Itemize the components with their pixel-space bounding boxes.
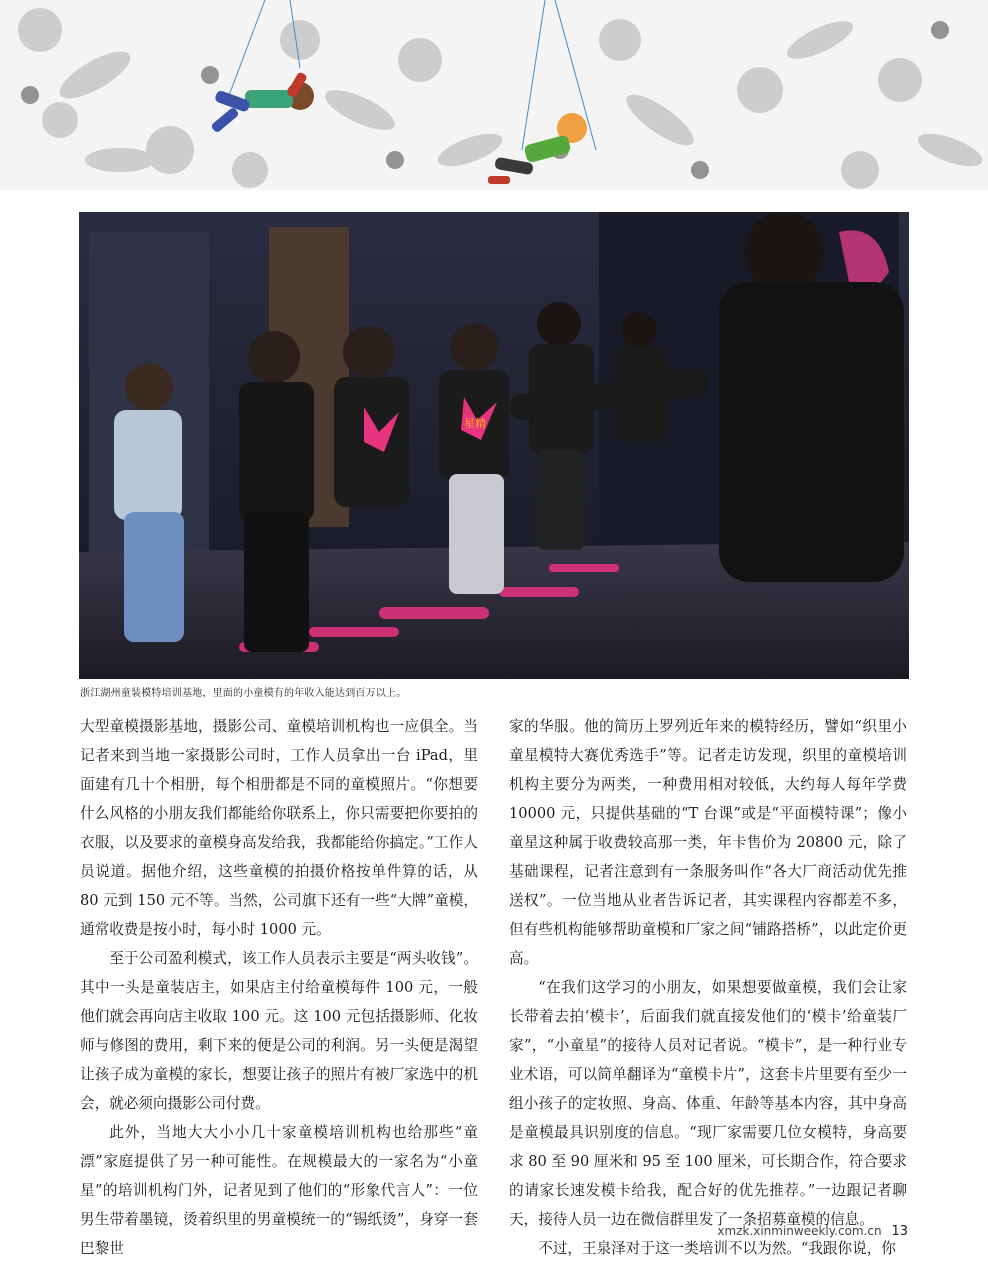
article-left-column <box>80 712 478 1263</box>
puppet-child-1 <box>210 71 314 133</box>
header-illustration <box>0 0 988 190</box>
runway-photo <box>79 212 909 679</box>
right-paragraph-2: “在我们这学习的小朋友，如果想要做童模，我们会让家长带着去拍‘模卡’，后面我们就直接发他们的‘模卡’给童装厂家”，“小童星”的接待人员对记者说。“模卡”，是一种行业专业术语，可以简单翻译为“童模卡片”，这套卡片里要有至少一组小孩子的定妆照、身高、体重、年龄等基本内容，其中身高是童模最具识别度的信息。“现厂家需要几位女模特，身高要求 80 至 90 厘米和 95 至 100 厘米，可长期合作，符合要求的请家长速发模卡给我，配合好的优先推荐。”一边跟记者聊天，接待人员一边在微信群里发了一条招募童模的信息。 <box>509 979 907 1228</box>
left-paragraph-3: 此外，当地大大小小几十家童模培训机构也给那些“童漂”家庭提供了另一种可能性。在规模最大的一家名为“小童星”的培训机构门外，记者见到了他们的“形象代言人”：一位男生带着墨镜，烫着织里的男童模统一的“锡纸烫”，身穿一套巴黎世 <box>80 1124 478 1257</box>
shirt-logo-text: 星精 <box>464 417 486 430</box>
right-paragraph-1: 家的华服。他的简历上罗列近年来的模特经历，譬如“织里小童星模特大赛优秀选手”等。记者走访发现，织里的童模培训机构主要分为两类，一种费用相对较低，大约每人每年学费 10000 元，只提供基础的“T 台课”或是“平面模特课”；像小童星这种属于收费较高那一类，年卡售价为 20800 元，除了基础课程，记者注意到有一条服务叫作“各大厂商活动优先推送权”。一位当地从业者告诉记者，其实课程内容都差不多，但有些机构能够帮助童模和厂家之间“铺路搭桥”，以此定价更高。 <box>509 718 907 967</box>
article-right-column <box>509 712 907 1263</box>
puppet-child-2 <box>488 113 587 184</box>
left-paragraph-1: 大型童模摄影基地，摄影公司、童模培训机构也一应俱全。当记者来到当地一家摄影公司时，工作人员拿出一台 iPad，里面建有几十个相册，每个相册都是不同的童模照片。“你想要什么风格的小朋友我们都能给你联系上，你只需要把你要拍的衣服，以及要求的童模身高发给我，我都能给你搞定。”工作人员说道。据他介绍，这些童模的拍摄价格按单件算的话，从 80 元到 150 元不等。当然，公司旗下还有一些“大牌”童模，通常收费是按小时，每小时 1000 元。 <box>80 718 478 938</box>
children-runway-scene <box>79 212 909 679</box>
page-footer <box>717 1224 908 1239</box>
photo-caption: 浙江湖州童装模特培训基地，里面的小童模有的年收入能达到百万以上。 <box>80 688 407 699</box>
website-url[interactable]: xmzk.xinminweekly.com.cn <box>717 1224 882 1238</box>
page-number: 13 <box>891 1224 908 1239</box>
right-paragraph-3: 不过，王泉泽对于这一类培训不以为然。“我跟你说，你 <box>538 1240 896 1257</box>
cartoon-children-pattern <box>0 0 988 190</box>
left-paragraph-2: 至于公司盈利模式，该工作人员表示主要是“两头收钱”。其中一头是童装店主，如果店主付给童模每件 100 元，一般他们就会再向店主收取 100 元。这 100 元包括摄影师、化妆师与修图的费用，剩下来的便是公司的利润。另一头便是渴望让孩子成为童模的家长，想要让孩子的照片有被厂家选中的机会，就必须向摄影公司付费。 <box>80 950 478 1112</box>
